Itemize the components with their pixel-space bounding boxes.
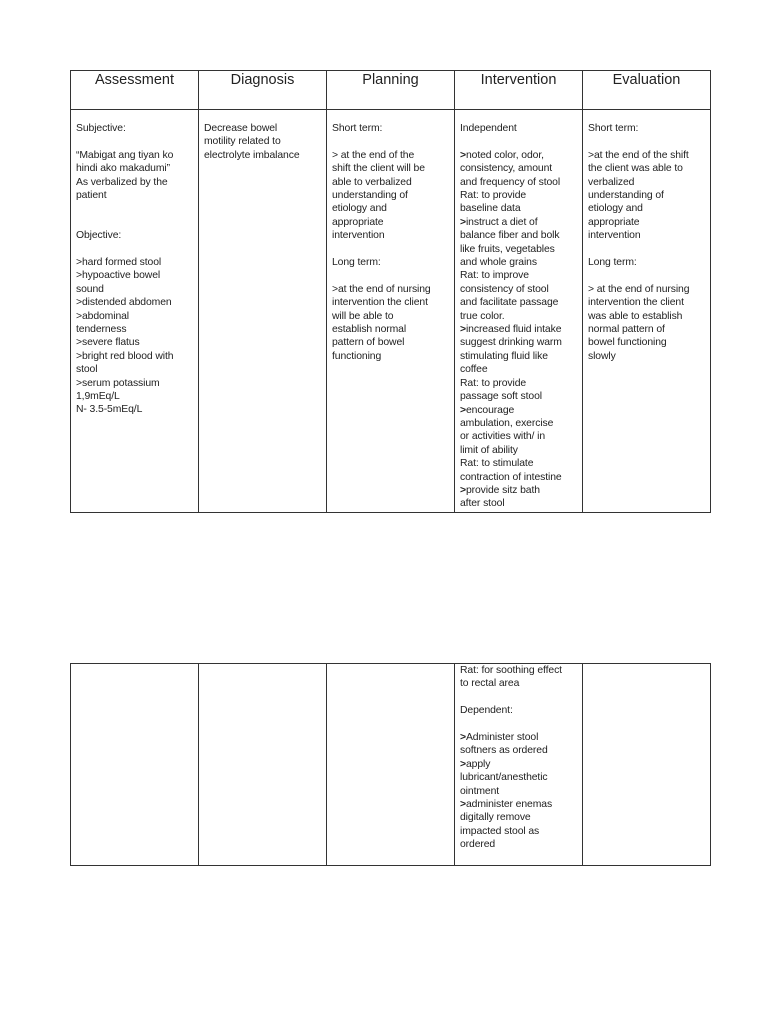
dependent-list [460,731,577,852]
line-text: noted color, odor, [465,149,544,161]
dependent-line [460,771,577,784]
diagnosis-line: electrolyte imbalance [204,149,300,161]
subjective-source-line: As verbalized by the [76,176,168,188]
evaluation-long-line: intervention the client [588,297,684,309]
dependent-line [460,838,577,851]
dependent-line [460,785,577,798]
line-text: ordered [460,839,496,851]
planning-cell [327,110,455,513]
bullet-marker: > [460,149,466,161]
line-text: ambulation, exercise [460,417,554,429]
planning-long-line: will be able to [332,310,394,322]
bullet-marker: > [460,799,466,811]
dependent-line [460,825,577,838]
objective-line: >hypoactive bowel [76,270,161,282]
evaluation-cell [583,110,711,513]
intervention-line [460,390,577,403]
line-text: Rat: for soothing effect [460,665,562,676]
evaluation-long-line: normal pattern of [588,324,665,336]
intervention-line [460,216,577,229]
line-text: Rat: to stimulate [460,458,534,470]
line-text: passage soft stool [460,391,542,403]
subjective-source-line: patient [76,190,107,202]
line-text: balance fiber and bolk [460,230,560,242]
intervention-line [460,229,577,242]
intervention-line [460,457,577,470]
planning-short-term-label: Short term: [332,123,383,134]
dependent-line [460,731,577,744]
subjective-quote-line: hindi ako makadumi” [76,163,170,175]
line-text: impacted stool as [460,825,540,837]
objective-line: tenderness [76,324,127,336]
evaluation-short-term-label: Short term: [588,123,639,134]
objective-line: >hard formed stool [76,257,162,268]
header-assessment: Assessment [71,71,199,110]
evaluation-long-line: was able to establish [588,310,683,322]
intervention-line [460,404,577,417]
intervention-line [460,202,577,215]
line-text: lubricant/anesthetic [460,772,548,784]
evaluation-long-term-label: Long term: [588,257,637,269]
evaluation-cell-continued [583,664,711,866]
line-text: instruct a diet of [465,216,538,228]
line-text: increased fluid intake [465,324,562,336]
objective-line: >distended abdomen [76,297,172,309]
line-text: softners as ordered [460,745,548,757]
objective-line: 1,9mEq/L [76,391,120,403]
intervention-cell-continued [455,664,583,866]
planning-short-line: shift the client will be [332,163,425,175]
intervention-line [460,484,577,497]
line-text: consistency of stool [460,283,549,295]
planning-short-line: etiology and [332,203,387,215]
evaluation-short-line: etiology and [588,203,643,215]
planning-long-line: >at the end of nursing [332,283,431,295]
independent-label: Independent [460,123,517,134]
objective-label: Objective: [76,230,122,242]
evaluation-short-line: intervention [588,230,641,242]
objective-line: N- 3.5-5mEq/L [76,404,143,416]
planning-short-term-text [332,149,449,243]
line-text: ointment [460,785,500,797]
objective-line: sound [76,283,104,295]
objective-line: >abdominal [76,310,130,322]
diagnosis-cell [199,110,327,513]
care-plan-row [71,110,711,513]
evaluation-short-term-text [588,149,705,243]
intervention-line [460,430,577,443]
evaluation-short-line: >at the end of the shift [588,149,689,161]
line-text: limit of ability [460,444,518,456]
intervention-line [460,162,577,175]
line-text: suggest drinking warm [460,337,562,349]
continued-intervention-text [460,664,577,691]
planning-long-line: establish normal [332,324,407,336]
planning-cell-continued [327,664,455,866]
line-text: true color. [460,310,505,322]
planning-short-line: able to verbalized [332,176,412,188]
bullet-marker: > [460,758,466,770]
line-text: Rat: to provide [460,190,527,202]
intervention-line [460,363,577,376]
line-text: encourage [465,404,515,416]
diagnosis-cell-continued [199,664,327,866]
intervention-line [460,269,577,282]
planning-long-line: pattern of bowel [332,337,405,349]
assessment-cell [71,110,199,513]
subjective-label: Subjective: [76,123,126,134]
intervention-line [460,377,577,390]
dependent-line [460,744,577,757]
line-text: after stool [460,498,505,510]
objective-line: >serum potassium [76,377,160,389]
nursing-care-plan-table [70,70,711,513]
header-row [71,71,711,110]
bullet-marker: > [460,484,466,496]
line-text: and frequency of stool [460,176,561,188]
objective-line: stool [76,364,98,376]
planning-short-line: understanding of [332,190,408,202]
intervention-line [460,444,577,457]
header-diagnosis: Diagnosis [199,71,327,110]
intervention-line [460,176,577,189]
nursing-care-plan-continuation-table [70,663,711,866]
line-text: baseline data [460,203,521,215]
evaluation-short-line: verbalized [588,176,635,188]
bullet-marker: > [460,404,466,416]
evaluation-short-line: the client was able to [588,163,683,175]
planning-long-term-label: Long term: [332,257,381,269]
planning-short-line: > at the end of the [332,149,415,161]
objective-line: >bright red blood with [76,350,174,362]
line-text: consistency, amount [460,163,553,175]
line-text: provide sitz bath [465,484,540,496]
line-text: or activities with/ in [460,431,545,443]
line-text: Rat: to improve [460,270,529,282]
intervention-line [460,497,577,510]
line-text: Rat: to provide [460,377,527,389]
header-evaluation: Evaluation [583,71,711,110]
dependent-line [460,811,577,824]
line-text: contraction of intestine [460,471,562,483]
line-text: like fruits, vegetables [460,243,555,255]
intervention-line [460,350,577,363]
planning-short-line: appropriate [332,216,384,228]
line-text: digitally remove [460,812,531,824]
intervention-line [460,336,577,349]
evaluation-long-line: > at the end of nursing [588,283,690,295]
line-text: to rectal area [460,678,520,690]
dependent-line [460,758,577,771]
evaluation-long-line: slowly [588,350,616,362]
evaluation-short-line: understanding of [588,190,664,202]
objective-list [76,256,193,417]
intervention-line [460,189,577,202]
diagnosis-line: motility related to [204,136,281,148]
planning-long-line: functioning [332,350,382,362]
bullet-marker: > [460,732,466,743]
intervention-line [460,323,577,336]
line-text: stimulating fluid like [460,350,548,362]
intervention-line [460,310,577,323]
assessment-cell-continued [71,664,199,866]
intervention-line [460,283,577,296]
intervention-line [460,296,577,309]
evaluation-short-line: appropriate [588,216,640,228]
evaluation-long-line: bowel functioning [588,337,667,349]
objective-line: >severe flatus [76,337,140,349]
diagnosis-line: Decrease bowel [204,123,278,134]
intervention-line [460,256,577,269]
line-text: apply [465,758,491,770]
planning-long-term-text [332,283,449,363]
diagnosis-text [199,110,326,162]
intervention-line [460,243,577,256]
line-text: Administer stool [465,732,539,743]
evaluation-long-term-text [588,283,705,363]
intervention-line [460,417,577,430]
bullet-marker: > [460,216,466,228]
intervention-line [460,149,577,162]
header-intervention: Intervention [455,71,583,110]
planning-short-line: intervention [332,230,385,242]
continuation-row [71,664,711,866]
line-text: coffee [460,364,488,376]
line-text: and facilitate passage [460,297,559,309]
bullet-marker: > [460,324,466,336]
dependent-line [460,798,577,811]
intervention-cell [455,110,583,513]
intervention-list [460,149,577,511]
line-text: and whole grains [460,257,537,269]
planning-long-line: intervention the client [332,297,428,309]
dependent-label: Dependent: [460,705,513,717]
continued-intervention-line [460,677,577,690]
header-planning: Planning [327,71,455,110]
continued-intervention-line [460,664,577,677]
intervention-line [460,471,577,484]
line-text: administer enemas [465,799,553,811]
subjective-quote-line: “Mabigat ang tiyan ko [76,149,174,161]
